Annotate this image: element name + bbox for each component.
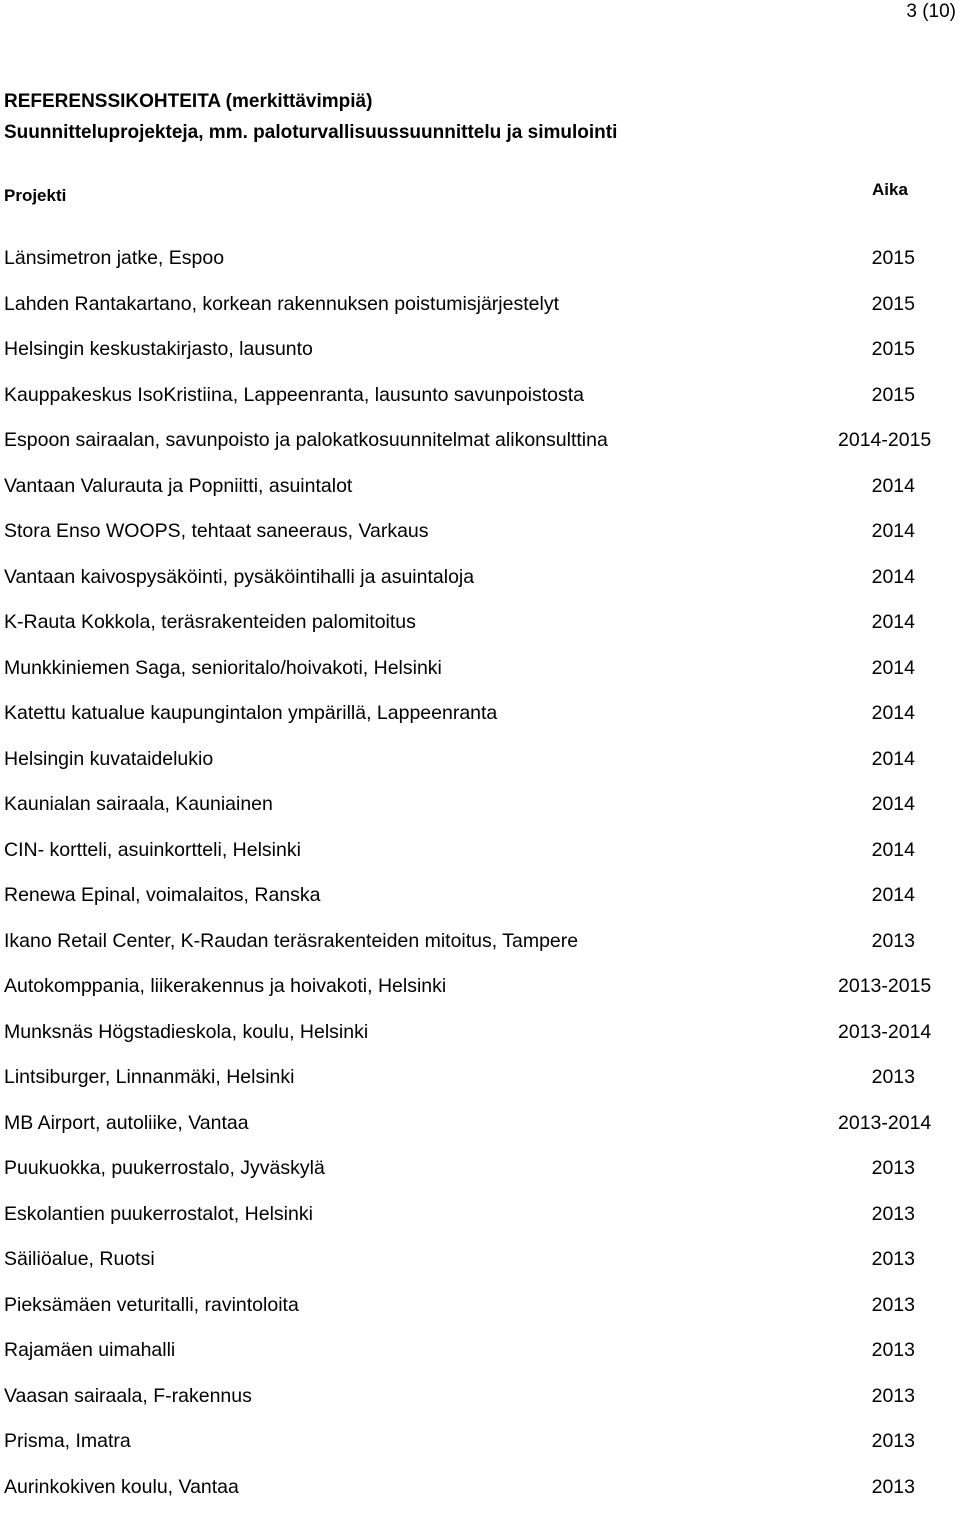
project-row — [0, 519, 960, 565]
project-name: Prisma, Imatra — [4, 1429, 131, 1453]
project-row — [0, 838, 960, 884]
project-name: Munksnäs Högstadieskola, koulu, Helsinki — [4, 1020, 368, 1044]
project-time: 2013 — [838, 1475, 915, 1499]
project-name: Renewa Epinal, voimalaitos, Ranska — [4, 883, 321, 907]
project-name: Aurinkokiven koulu, Vantaa — [4, 1475, 239, 1499]
project-name: CIN- kortteli, asuinkortteli, Helsinki — [4, 838, 301, 862]
document-subtitle: Suunnitteluprojekteja, mm. paloturvallisuussuunnittelu ja simulointi — [4, 121, 617, 145]
project-name: Katettu katualue kaupungintalon ympärillä, Lappeenranta — [4, 701, 497, 725]
project-row — [0, 883, 960, 929]
column-header-project: Projekti — [4, 185, 66, 207]
project-row — [0, 1111, 960, 1157]
project-name: Kauppakeskus IsoKristiina, Lappeenranta, lausunto savunpoistosta — [4, 383, 584, 407]
project-time: 2013-2014 — [838, 1020, 915, 1044]
project-time: 2014 — [838, 610, 915, 634]
project-time: 2014-2015 — [838, 428, 915, 452]
project-row — [0, 1475, 960, 1520]
project-time: 2014 — [838, 838, 915, 862]
project-list — [0, 246, 960, 1520]
project-name: Vantaan Valurauta ja Popniitti, asuintalot — [4, 474, 352, 498]
project-name: Lahden Rantakartano, korkean rakennuksen poistumisjärjestelyt — [4, 292, 559, 316]
project-name: Espoon sairaalan, savunpoisto ja palokatkosuunnitelmat alikonsulttina — [4, 428, 608, 452]
column-header-time: Aika — [872, 179, 908, 201]
project-time: 2014 — [838, 656, 915, 680]
project-name: Vaasan sairaala, F-rakennus — [4, 1384, 252, 1408]
project-row — [0, 1202, 960, 1248]
project-time: 2014 — [838, 474, 915, 498]
project-time: 2015 — [838, 292, 915, 316]
project-row — [0, 428, 960, 474]
project-time: 2015 — [838, 383, 915, 407]
project-time: 2013-2014 — [838, 1111, 915, 1135]
page-number: 3 (10) — [906, 0, 956, 24]
project-time: 2015 — [838, 337, 915, 361]
project-time: 2014 — [838, 747, 915, 771]
project-row — [0, 1338, 960, 1384]
project-name: Stora Enso WOOPS, tehtaat saneeraus, Varkaus — [4, 519, 429, 543]
project-name: Munkkiniemen Saga, senioritalo/hoivakoti, Helsinki — [4, 656, 442, 680]
project-row — [0, 337, 960, 383]
project-time: 2013 — [838, 929, 915, 953]
project-row — [0, 792, 960, 838]
project-row — [0, 701, 960, 747]
project-name: Pieksämäen veturitalli, ravintoloita — [4, 1293, 299, 1317]
project-name: Kaunialan sairaala, Kauniainen — [4, 792, 273, 816]
project-name: MB Airport, autoliike, Vantaa — [4, 1111, 249, 1135]
project-name: Lintsiburger, Linnanmäki, Helsinki — [4, 1065, 294, 1089]
project-row — [0, 1065, 960, 1111]
project-time: 2013-2015 — [838, 974, 915, 998]
project-time: 2014 — [838, 883, 915, 907]
project-name: Helsingin keskustakirjasto, lausunto — [4, 337, 313, 361]
project-time: 2014 — [838, 565, 915, 589]
project-row — [0, 974, 960, 1020]
project-time: 2013 — [838, 1293, 915, 1317]
project-row — [0, 383, 960, 429]
project-row — [0, 1156, 960, 1202]
project-row — [0, 246, 960, 292]
project-row — [0, 929, 960, 975]
project-time: 2013 — [838, 1065, 915, 1089]
project-row — [0, 747, 960, 793]
project-name: Rajamäen uimahalli — [4, 1338, 175, 1362]
project-row — [0, 292, 960, 338]
project-name: Ikano Retail Center, K-Raudan teräsrakenteiden mitoitus, Tampere — [4, 929, 578, 953]
project-name: Puukuokka, puukerrostalo, Jyväskylä — [4, 1156, 325, 1180]
project-name: K-Rauta Kokkola, teräsrakenteiden palomitoitus — [4, 610, 416, 634]
project-row — [0, 1247, 960, 1293]
project-time: 2013 — [838, 1202, 915, 1226]
project-name: Helsingin kuvataidelukio — [4, 747, 213, 771]
project-row — [0, 610, 960, 656]
project-time: 2014 — [838, 519, 915, 543]
project-row — [0, 656, 960, 702]
project-row — [0, 1293, 960, 1339]
project-time: 2013 — [838, 1156, 915, 1180]
project-time: 2013 — [838, 1429, 915, 1453]
project-time: 2013 — [838, 1247, 915, 1271]
project-row — [0, 474, 960, 520]
project-name: Eskolantien puukerrostalot, Helsinki — [4, 1202, 313, 1226]
project-time: 2013 — [838, 1338, 915, 1362]
project-time: 2014 — [838, 701, 915, 725]
project-name: Autokomppania, liikerakennus ja hoivakoti, Helsinki — [4, 974, 446, 998]
project-time: 2013 — [838, 1384, 915, 1408]
project-name: Säiliöalue, Ruotsi — [4, 1247, 155, 1271]
project-row — [0, 1429, 960, 1475]
project-row — [0, 1384, 960, 1430]
project-name: Vantaan kaivospysäköinti, pysäköintihalli ja asuintaloja — [4, 565, 474, 589]
project-row — [0, 1020, 960, 1066]
project-time: 2015 — [838, 246, 915, 270]
project-row — [0, 565, 960, 611]
project-time: 2014 — [838, 792, 915, 816]
project-name: Länsimetron jatke, Espoo — [4, 246, 224, 270]
document-title: REFERENSSIKOHTEITA (merkittävimpiä) — [4, 90, 372, 114]
